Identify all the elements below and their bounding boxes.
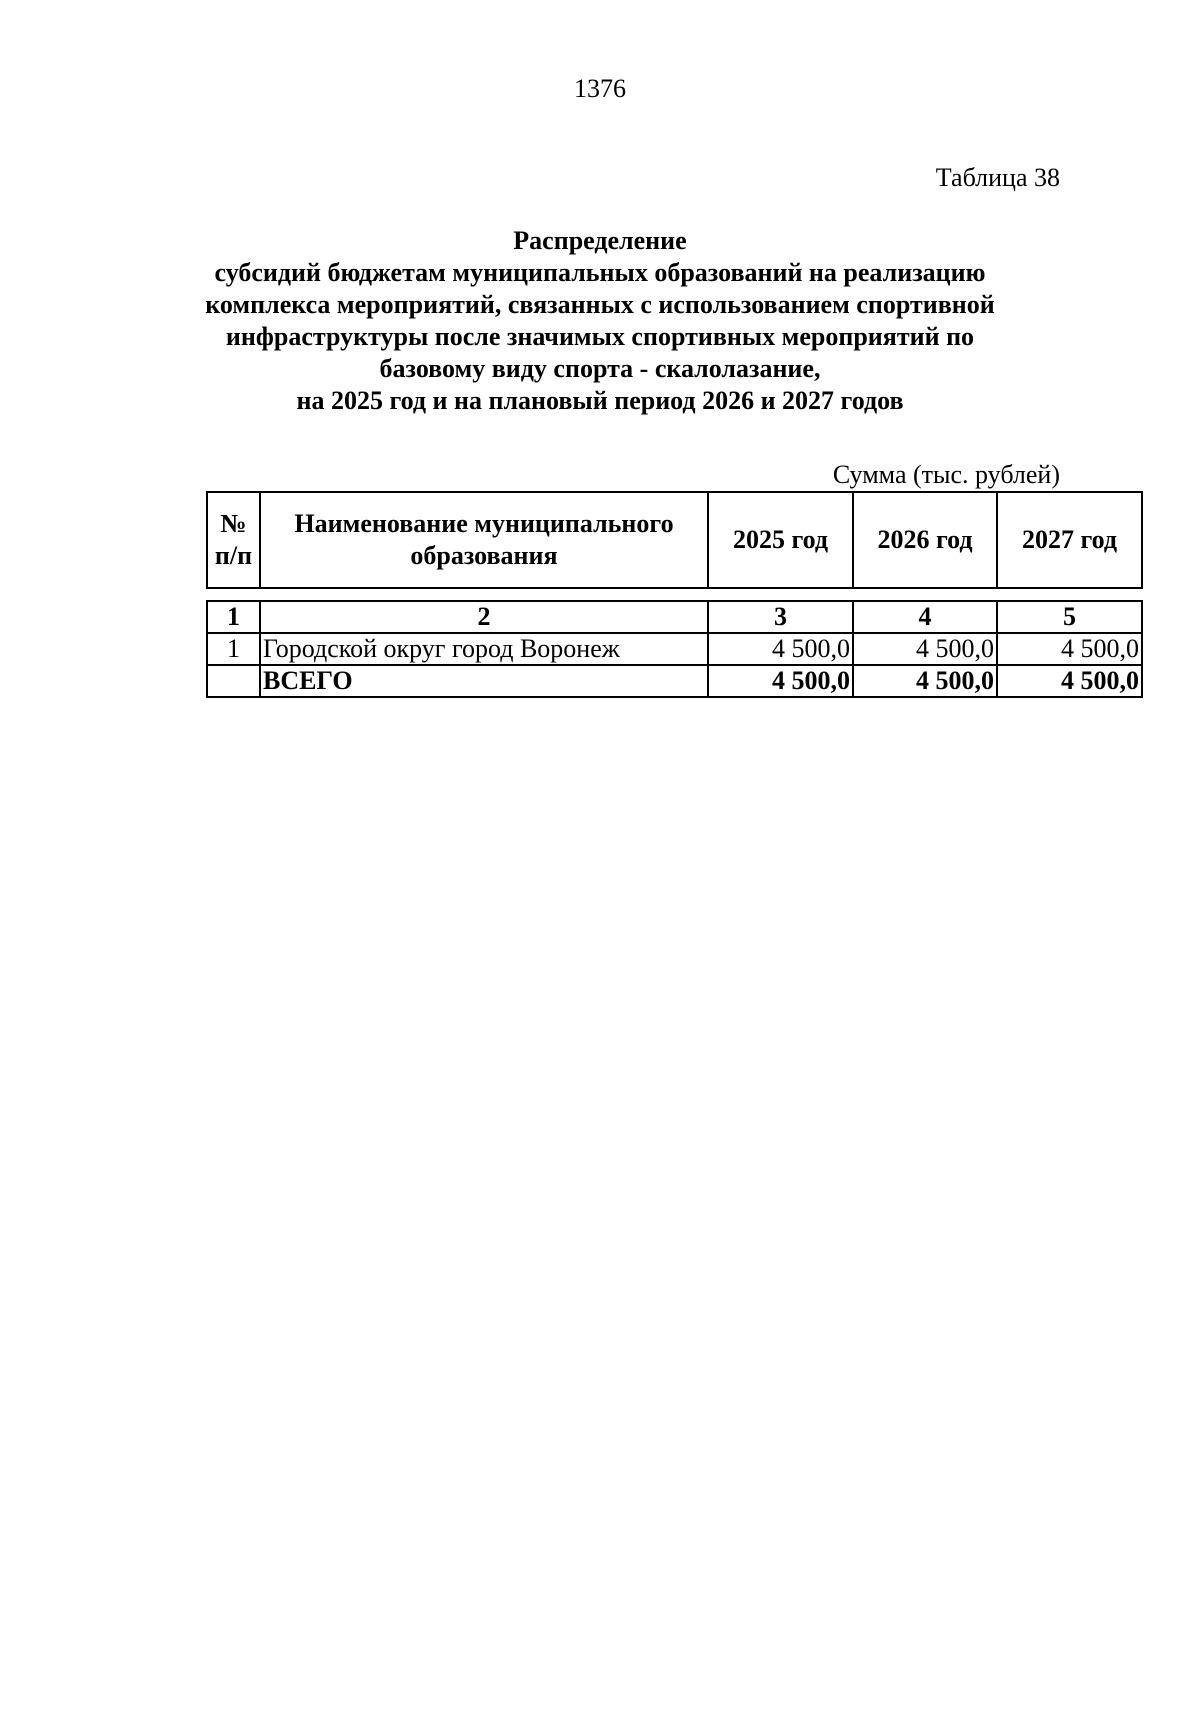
- header-number: [207, 492, 260, 588]
- total-number: [207, 665, 260, 697]
- column-number: 5: [997, 601, 1142, 633]
- row-number: 1: [207, 633, 260, 665]
- municipality-name: Городской округ город Воронеж: [260, 633, 708, 665]
- title-line: инфраструктуры после значимых спортивных мероприятий по: [225, 322, 975, 351]
- header-2025: 2025 год: [708, 492, 853, 588]
- title-line: базовому виду спорта - скалолазание,: [379, 354, 821, 383]
- total-row: [207, 665, 1142, 697]
- table-body: [206, 600, 1143, 698]
- amount-2026: 4 500,0: [853, 633, 997, 665]
- table-header: [206, 491, 1143, 589]
- amount-2027: 4 500,0: [997, 633, 1142, 665]
- total-2026: 4 500,0: [853, 665, 997, 697]
- title-line: субсидий бюджетам муниципальных образований на реализацию: [214, 258, 986, 287]
- document-title: [160, 225, 1040, 417]
- title-line: комплекса мероприятий, связанных с использованием спортивной: [205, 290, 995, 319]
- column-number: 1: [207, 601, 260, 633]
- column-number: 2: [260, 601, 708, 633]
- header-name-line: образования: [410, 541, 558, 570]
- amount-2025: 4 500,0: [708, 633, 853, 665]
- units-note: Сумма (тыс. рублей): [832, 460, 1060, 489]
- column-number-row: [207, 601, 1142, 633]
- title-line: Распределение: [513, 226, 687, 255]
- column-number: 3: [708, 601, 853, 633]
- page-number: 1376: [574, 74, 626, 103]
- total-label: ВСЕГО: [260, 665, 708, 697]
- header-number-line: №: [220, 509, 247, 538]
- header-name: [260, 492, 708, 588]
- table-label: Таблица 38: [935, 163, 1060, 192]
- header-2027: 2027 год: [997, 492, 1142, 588]
- header-2026: 2026 год: [853, 492, 997, 588]
- header-row: [207, 492, 1142, 588]
- header-name-line: Наименование муниципального: [294, 509, 674, 538]
- column-number: 4: [853, 601, 997, 633]
- title-line: на 2025 год и на плановый период 2026 и 2027 годов: [296, 386, 904, 415]
- total-2027: 4 500,0: [997, 665, 1142, 697]
- header-number-line: п/п: [214, 541, 253, 570]
- table-row: [207, 633, 1142, 665]
- total-2025: 4 500,0: [708, 665, 853, 697]
